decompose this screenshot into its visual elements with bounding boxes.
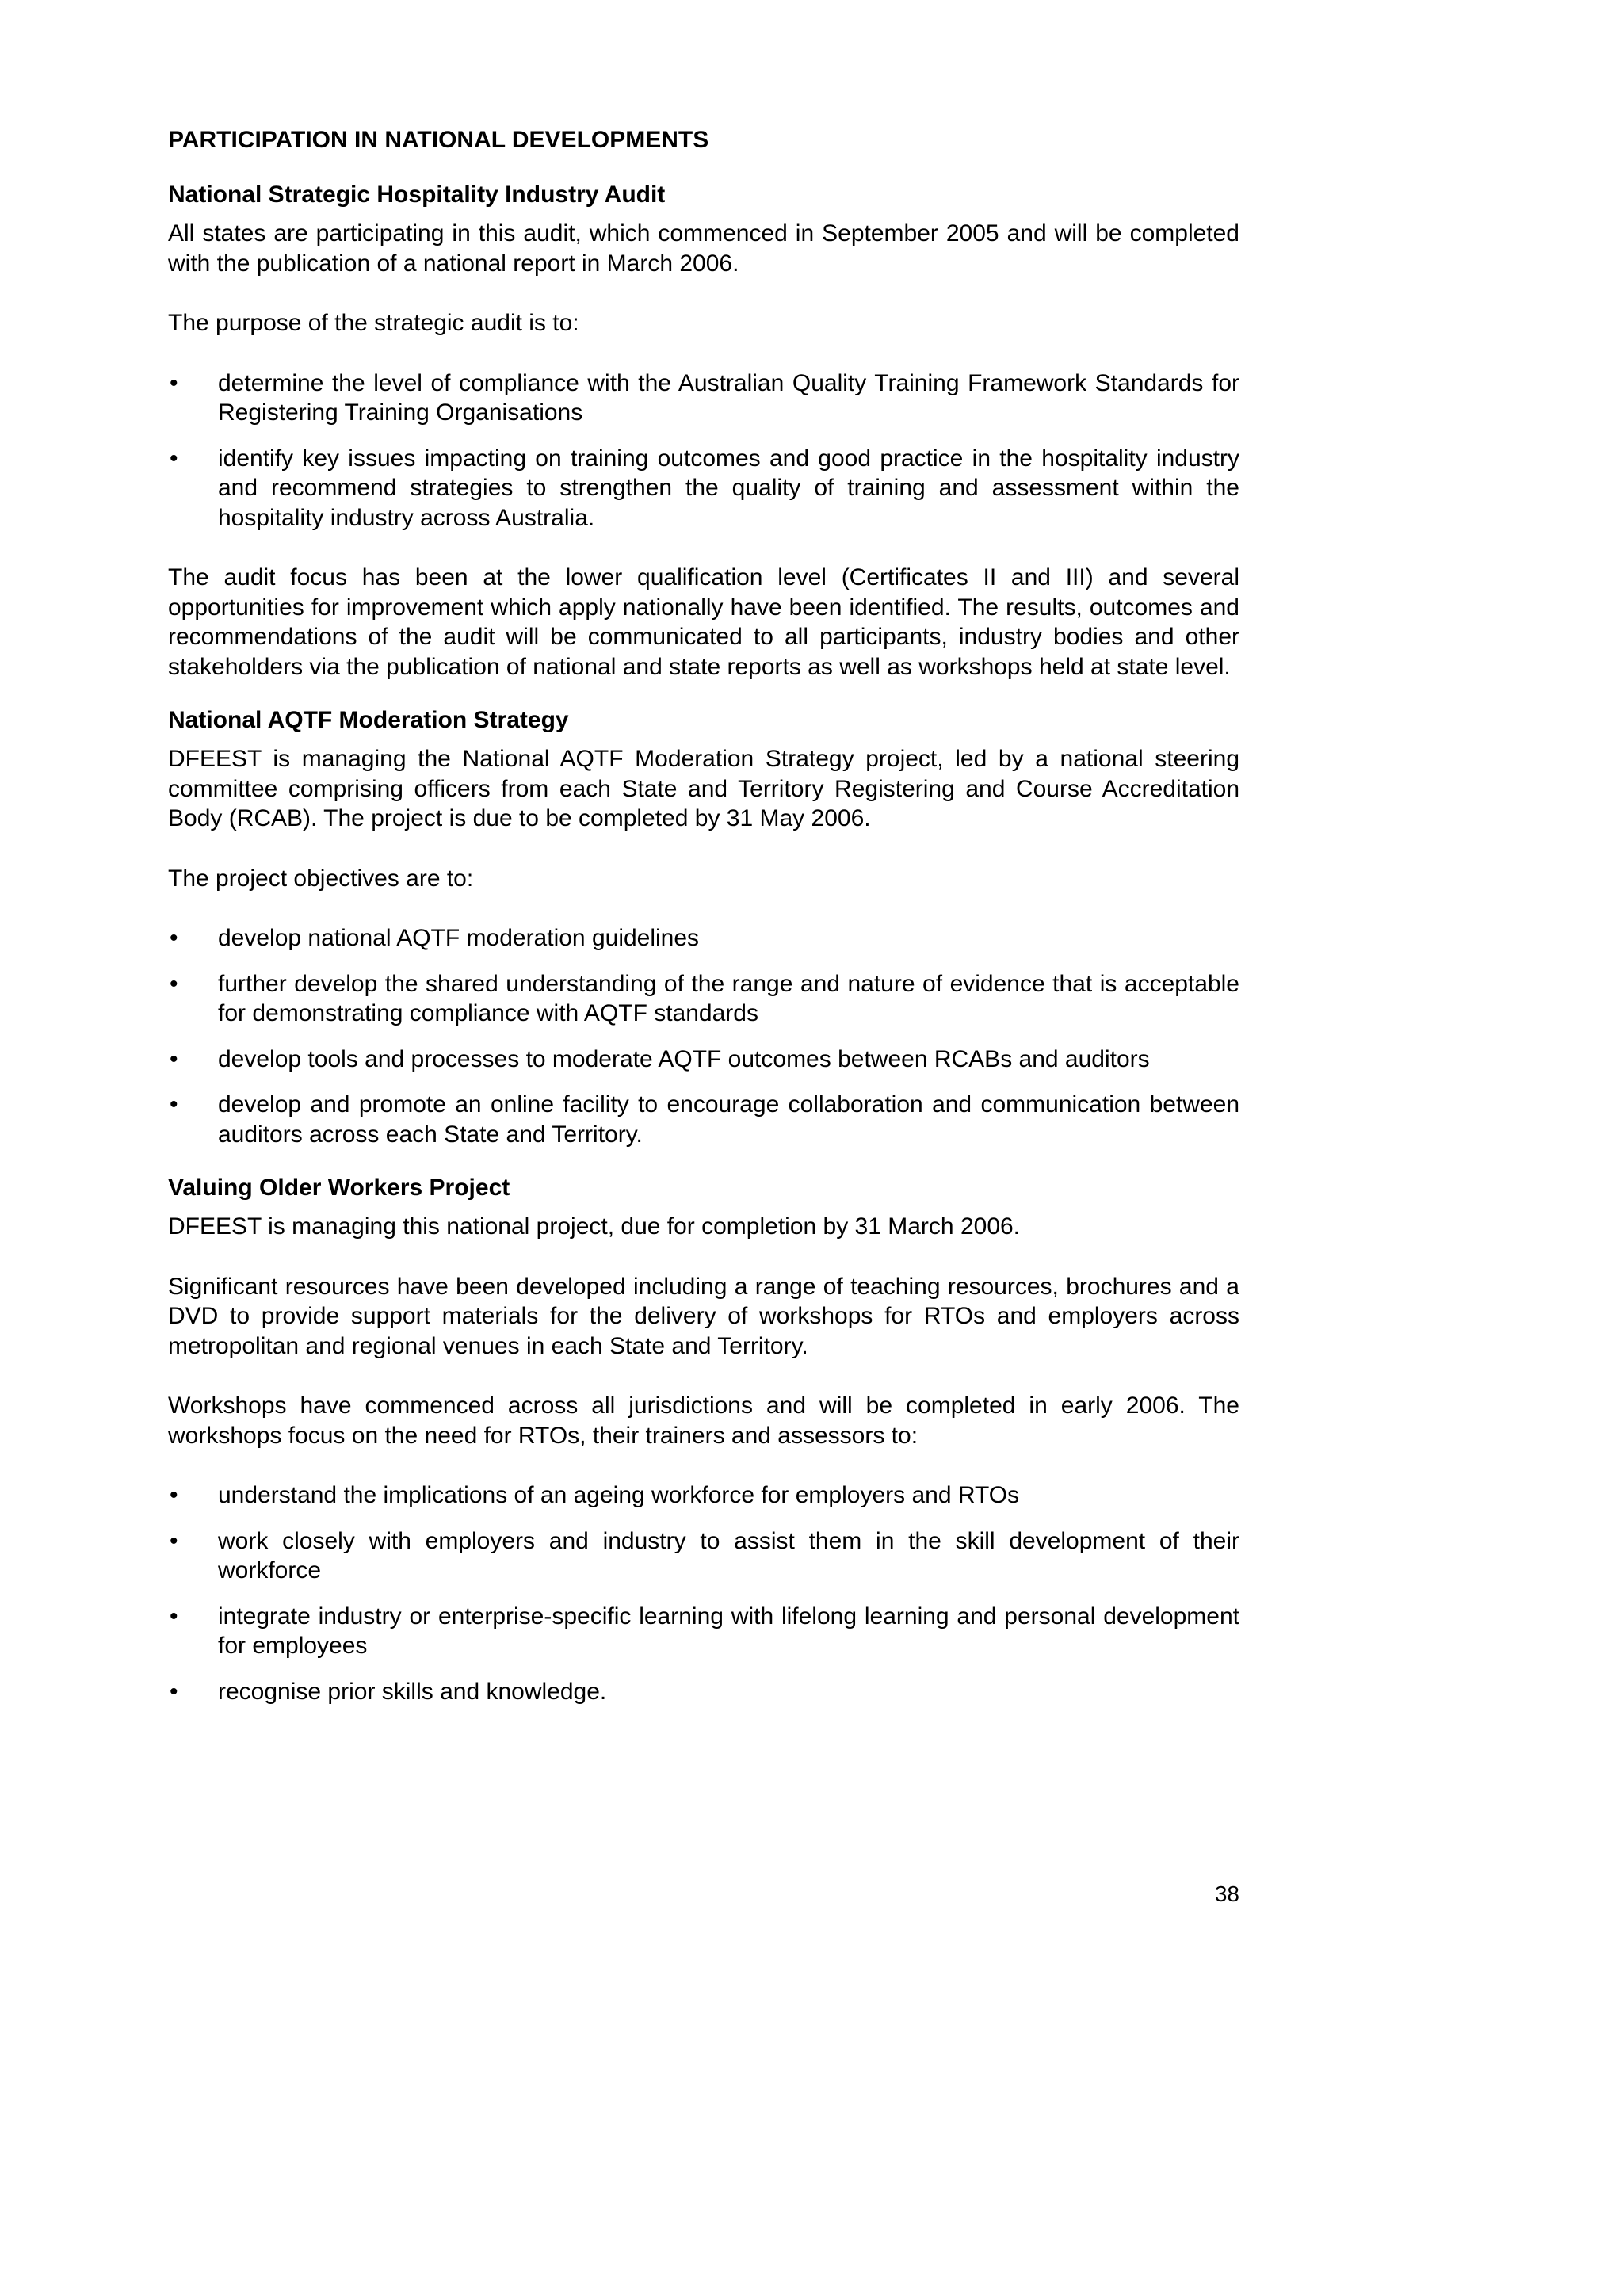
- bullet-icon: •: [170, 1527, 178, 1554]
- paragraph: The project objectives are to:: [168, 865, 474, 892]
- paragraph: Workshops have commenced across all jurisdictions and will be completed in early 2006. The workshops focus on the need for RTOs, their trainers and assessors to:: [168, 1392, 1239, 1449]
- bullet-icon: •: [170, 1603, 178, 1629]
- list-item-text: understand the implications of an ageing workforce for employers and RTOs: [218, 1482, 1020, 1508]
- list-item: [168, 1090, 1239, 1149]
- list-item: [168, 1602, 1239, 1661]
- list-item: [168, 1480, 1239, 1511]
- bullet-icon: •: [170, 1678, 178, 1705]
- bullet-list: [168, 369, 1239, 533]
- paragraph: All states are participating in this audit, which commenced in September 2005 and will be completed with the publication of a national report in March 2006.: [168, 220, 1239, 277]
- section-older-workers: [168, 1173, 1239, 1706]
- list-item: [168, 1045, 1239, 1075]
- bullet-icon: •: [170, 925, 178, 951]
- page-title: PARTICIPATION IN NATIONAL DEVELOPMENTS: [168, 127, 709, 153]
- section-heading: National AQTF Moderation Strategy: [168, 707, 569, 733]
- bullet-icon: •: [170, 970, 178, 997]
- list-item-text: integrate industry or enterprise-specific learning with lifelong learning and personal development for employees: [218, 1603, 1239, 1659]
- list-item: [168, 923, 1239, 953]
- bullet-icon: •: [170, 445, 178, 472]
- list-item-text: further develop the shared understanding of the range and nature of evidence that is acceptable for demonstrating compliance with AQTF standards: [218, 970, 1239, 1026]
- list-item-text: develop tools and processes to moderate AQTF outcomes between RCABs and auditors: [218, 1045, 1150, 1072]
- page-number: 38: [1214, 1881, 1239, 1906]
- list-item-text: develop national AQTF moderation guidelines: [218, 925, 700, 951]
- paragraph: The audit focus has been at the lower qualification level (Certificates II and III) and several opportunities for improvement which apply nationally have been identified. The results, outcomes and recommendations of the audit will be communicated to all participants, industry bodies and other stakeholders via the publication of national and state reports as well as workshops held at state level.: [168, 564, 1239, 680]
- bullet-icon: •: [170, 1091, 178, 1117]
- list-item-text: work closely with employers and industry to assist them in the skill development of their workforce: [218, 1527, 1239, 1584]
- bullet-list: [168, 923, 1239, 1149]
- list-item: [168, 969, 1239, 1029]
- list-item-text: develop and promote an online facility to encourage collaboration and communication between auditors across each State and Territory.: [218, 1091, 1239, 1148]
- list-item: [168, 444, 1239, 533]
- bullet-list: [168, 1480, 1239, 1706]
- list-item: [168, 1677, 1239, 1707]
- section-heading: National Strategic Hospitality Industry Audit: [168, 181, 666, 208]
- list-item-text: determine the level of compliance with the Australian Quality Training Framework Standards for Registering Training Organisations: [218, 369, 1239, 426]
- list-item: [168, 369, 1239, 428]
- section-heading: Valuing Older Workers Project: [168, 1175, 510, 1201]
- list-item-text: recognise prior skills and knowledge.: [218, 1678, 607, 1705]
- bullet-icon: •: [170, 1045, 178, 1072]
- section-aqtf-moderation: [168, 705, 1239, 1149]
- paragraph: The purpose of the strategic audit is to:: [168, 310, 579, 336]
- bullet-icon: •: [170, 1482, 178, 1508]
- section-hospitality-audit: [168, 180, 1239, 682]
- list-item-text: identify key issues impacting on training outcomes and good practice in the hospitality industry and recommend strategies to strengthen the quality of training and assessment within the hospitality industry across Australia.: [218, 445, 1239, 531]
- paragraph: DFEEST is managing the National AQTF Moderation Strategy project, led by a national steering committee comprising officers from each State and Territory Registering and Course Accreditation Body (RCAB). The project is due to be completed by 31 May 2006.: [168, 746, 1239, 831]
- list-item: [168, 1526, 1239, 1586]
- document-page: [168, 125, 1239, 1736]
- paragraph: Significant resources have been developed including a range of teaching resources, brochures and a DVD to provide support materials for the delivery of workshops for RTOs and employers across metropolitan and regional venues in each State and Territory.: [168, 1273, 1239, 1359]
- bullet-icon: •: [170, 369, 178, 396]
- paragraph: DFEEST is managing this national project, due for completion by 31 March 2006.: [168, 1213, 1021, 1240]
